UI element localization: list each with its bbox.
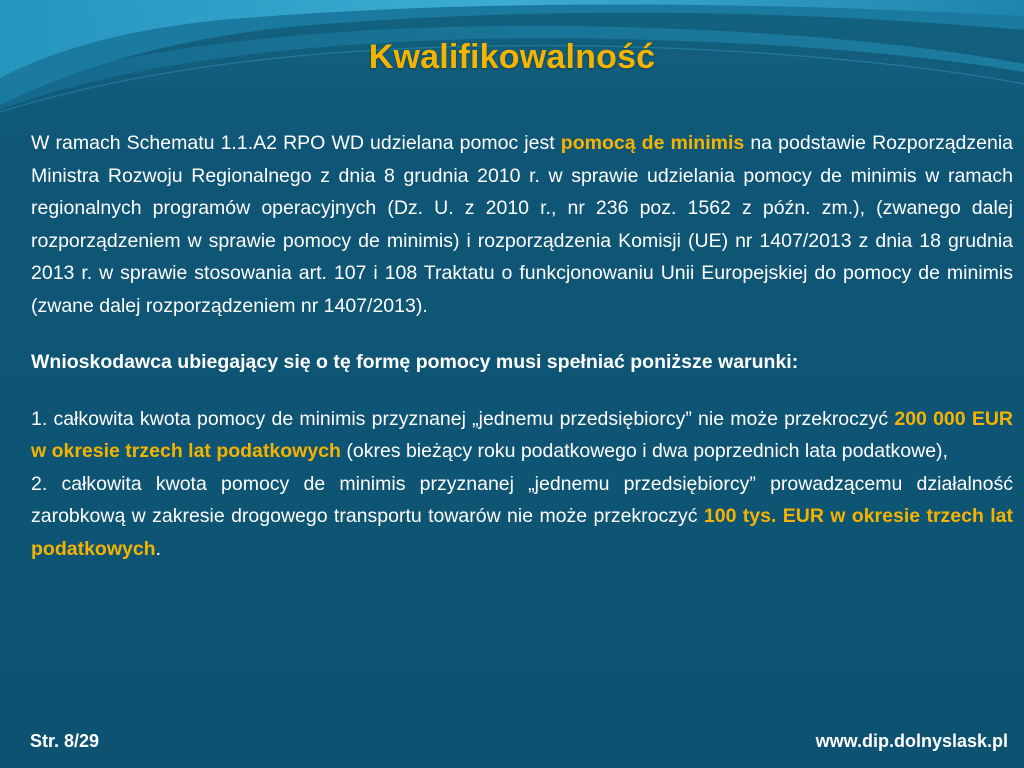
slide-title: Kwalifikowalność (368, 38, 656, 76)
condition-2: 2. całkowita kwota pomocy de minimis przyznanej „jednemu przedsiębiorcy” prowadzącemu działalność zarobkową w zakresie drogowego transportu towarów nie może przekroczyć 100 tys. EUR w okresie trzech lat podatkowych. (31, 472, 1014, 560)
condition-1: 1. całkowita kwota pomocy de minimis przyznanej „jednemu przedsiębiorcy” nie może przekroczyć 200 000 EUR w okresie trzech lat podatkowych (okres bieżący roku podatkowego i dwa poprzednich lata podatkowe), (31, 407, 1013, 462)
intro-paragraph: W ramach Schematu 1.1.A2 RPO WD udzielana pomoc jest pomocą de minimis na podstawie Rozporządzenia Ministra Rozwoju Regionalnego z dnia 8 grudnia 2010 r. w sprawie udzielania pomocy de minimis w ramach regionalnych programów operacyjnych (Dz. U. z 2010 r., nr 236 poz. 1562 z późn. zm.), (zwanego dalej rozporządzeniem w sprawie pomocy de minimis) i rozporządzenia Komisji (UE) nr 1407/2013 z dnia 18 grudnia 2013 r. w sprawie stosowania art. 107 i 108 Traktatu o funkcjonowaniu Unii Europejskiej do pomocy de minimis (zwane dalej rozporządzeniem nr 1407/2013). (31, 132, 1014, 317)
de-minimis-highlight: pomocą de minimis (560, 132, 745, 154)
website-link[interactable]: www.dip.dolnyslask.pl (815, 731, 1008, 751)
conditions-heading: Wnioskodawca ubiegający się o tę formę pomocy musi spełniać poniższe warunki: (31, 351, 799, 373)
slide-body (31, 127, 1013, 565)
page-number: Str. 8/29 (30, 731, 100, 751)
limit-200k-highlight: 200 000 EUR w okresie trzech lat podatkowych (31, 407, 1013, 462)
limit-100k-highlight: 100 tys. EUR w okresie trzech lat podatkowych (31, 505, 1014, 560)
